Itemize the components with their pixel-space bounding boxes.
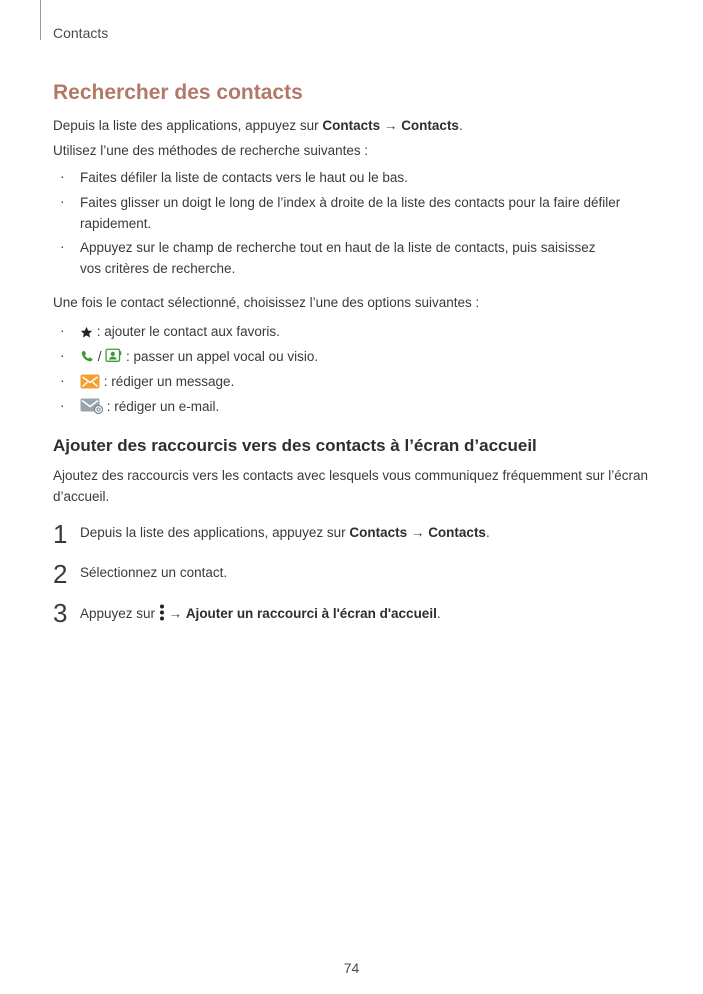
- option-message: [80, 371, 640, 395]
- page-number: 74: [343, 960, 360, 976]
- bullet: ·: [60, 372, 65, 388]
- step-1-arrow: →: [407, 525, 429, 540]
- option-favorite-text: : ajouter le contact aux favoris.: [93, 324, 280, 339]
- method-item: Faites défiler la liste de contacts vers le haut ou le bas.: [80, 170, 408, 185]
- search-intro-bold-1: Contacts: [322, 118, 381, 133]
- step-number: 2: [53, 559, 68, 589]
- step-number: 1: [53, 519, 68, 549]
- bullet: ·: [60, 397, 65, 413]
- search-intro-prefix: Depuis la liste des applications, appuyez sur: [53, 118, 323, 133]
- shortcut-intro-line-1: Ajoutez des raccourcis vers les contacts avec lesquels vous communiquez fréquemment sur l’écran: [53, 468, 649, 483]
- step-3-prefix: Appuyez sur: [80, 606, 159, 621]
- search-intro-suffix: .: [458, 118, 463, 133]
- step-number: 3: [53, 598, 68, 628]
- method-item: Faites glisser un doigt le long de l’index à droite de la liste des contacts pour la faire défiler rapidement.: [80, 195, 621, 231]
- call-separator: /: [94, 349, 106, 364]
- running-head: Contacts: [53, 25, 109, 41]
- step-3-bold-1: Ajouter un raccourci à l'écran d'accueil: [185, 606, 437, 621]
- step-1-suffix: .: [485, 525, 490, 540]
- subsection-title: Ajouter des raccourcis vers des contacts à l’écran d’accueil: [53, 436, 537, 455]
- methods-intro: Utilisez l’une des méthodes de recherche suivantes :: [53, 143, 369, 158]
- step-text: [80, 604, 441, 624]
- search-intro-arrow: →: [380, 118, 402, 133]
- options-intro: Une fois le contact sélectionné, choisissez l’une des options suivantes :: [53, 295, 480, 310]
- bullet: ·: [60, 168, 65, 184]
- header-rule: [40, 0, 41, 40]
- step-3-arrow: →: [164, 606, 186, 621]
- option-email: [80, 396, 640, 420]
- star-icon: [80, 324, 93, 345]
- phone-icon: [80, 349, 94, 370]
- message-icon: [80, 374, 100, 395]
- section-title: Rechercher des contacts: [53, 81, 303, 104]
- video-call-icon: [105, 348, 122, 370]
- step-text: [80, 525, 490, 540]
- option-favorite: [80, 321, 640, 345]
- step-1-bold-2: Contacts: [428, 525, 486, 540]
- option-call: [80, 346, 640, 370]
- step-1-bold-1: Contacts: [349, 525, 408, 540]
- bullet: ·: [60, 322, 65, 338]
- step-1-prefix: Depuis la liste des applications, appuyez sur: [80, 525, 350, 540]
- step-3-suffix: .: [436, 606, 441, 621]
- email-icon: [80, 398, 103, 420]
- option-call-text: : passer un appel vocal ou visio.: [122, 349, 319, 364]
- search-intro-bold-2: Contacts: [401, 118, 459, 133]
- step-text: Sélectionnez un contact.: [80, 565, 228, 580]
- option-email-text: : rédiger un e-mail.: [103, 399, 220, 414]
- method-item: Appuyez sur le champ de recherche tout en haut de la liste de contacts, puis saisissez vos critères de recherche.: [80, 240, 596, 276]
- option-message-text: : rédiger un message.: [100, 374, 235, 389]
- search-intro: [53, 115, 463, 136]
- bullet: ·: [60, 347, 65, 363]
- bullet: ·: [60, 193, 65, 209]
- bullet: ·: [60, 238, 65, 254]
- shortcut-intro-line-2: d’accueil.: [53, 489, 110, 504]
